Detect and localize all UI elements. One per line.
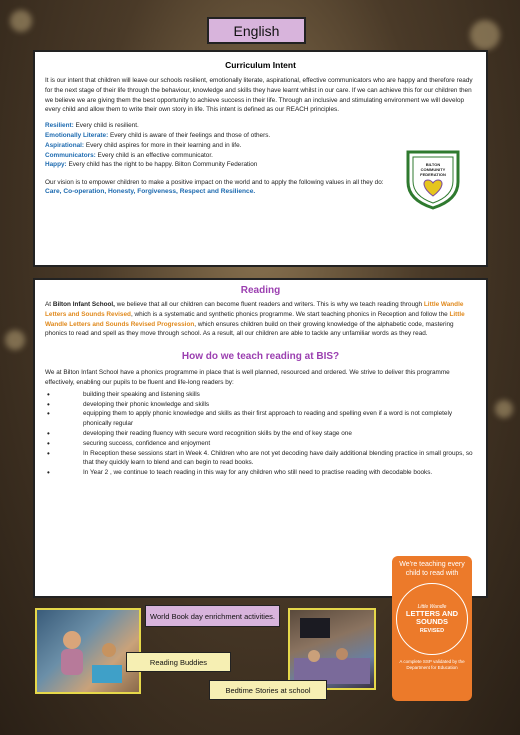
how-heading: How do we teach reading at BIS? [181, 351, 340, 363]
bilton-federation-logo-icon [404, 148, 462, 210]
text-span: , which is a systematic and synthetic phonics programme. We start teaching phonics in Reception and follow the [130, 310, 450, 318]
photo-placeholder-icon [290, 610, 374, 688]
text-span: , which ensures children build on their growing knowledge of the alphabetic code, mastering phonics to read and spell as they move through school. As a result, all our children are able to tackle any unfamiliar words as they read. [45, 320, 454, 338]
badge-circle [396, 583, 468, 655]
list-item: • securing success, confidence and enjoyment [45, 439, 476, 449]
reach-text: Every child has the right to be happy. Bilton Community Federation [66, 161, 258, 169]
reading-bullet-list [45, 390, 476, 478]
list-item: • equipping them to apply phonic knowledge and skills as their first approach to reading and spelling even if a word is not completely phonically regular [45, 409, 476, 429]
caption-world-book-day: World Book day enrichment activities. [145, 605, 280, 627]
curriculum-intent-panel [33, 50, 488, 267]
svg-text:COMMUNITY: COMMUNITY [420, 167, 446, 172]
caption-bedtime-stories: Bedtime Stories at school [209, 680, 327, 700]
photo-placeholder-icon [37, 610, 139, 692]
reach-key: Resilient: [45, 122, 74, 130]
caption-reading-buddies: Reading Buddies [126, 652, 231, 672]
svg-text:BILTON: BILTON [425, 162, 441, 167]
list-item: • building their speaking and listening skills [45, 390, 476, 400]
reading-buddies-photo [35, 608, 141, 694]
badge-revised-text: REVISED [419, 628, 445, 634]
bedtime-stories-photo [288, 608, 376, 690]
vision-statement: Our vision is to empower children to make a positive impact on the world and to apply the following values in all they do: [45, 179, 384, 187]
svg-text:FEDERATION: FEDERATION [420, 172, 446, 177]
bokeh-light [10, 10, 32, 32]
text-span: At [45, 301, 53, 308]
reach-item [45, 131, 476, 141]
text-span: we believe that all our children can become fluent readers and writers. This is why we teach reading through [114, 301, 424, 308]
programme-name: Little Wandle Letters and Sounds Revised [45, 301, 464, 318]
list-item: • developing their reading fluency with secure word recognition skills by the end of key stage one [45, 429, 476, 439]
reach-key: Emotionally Literate: [45, 131, 109, 139]
badge-small-text: Little Wandle [417, 604, 447, 610]
bokeh-light [495, 400, 513, 418]
reach-text: Every child is an effective communicator. [95, 151, 213, 159]
values-statement: Care, Co-operation, Honesty, Forgiveness, Respect and Resilience. [45, 187, 256, 195]
bokeh-light [5, 330, 25, 350]
reach-key: Communicators: [45, 151, 96, 159]
reading-panel [33, 278, 488, 598]
reach-text: Every child is resilient. [73, 122, 139, 130]
reach-text: Every child is aware of their feelings and those of others. [108, 131, 271, 139]
curriculum-intent-heading: Curriculum Intent [225, 60, 296, 70]
bokeh-light [470, 20, 500, 50]
page-title: English [207, 17, 306, 44]
how-intro: We at Bilton Infant School have a phonics programme in place that is well planned, resourced and ordered. We strive to deliver this programme effectively, enabling our pupils to be fluent and life-long readers by: [45, 369, 450, 386]
badge-main-text: LETTERS AND SOUNDS [405, 609, 459, 626]
reach-item [45, 121, 476, 131]
reach-key: Aspirational: [45, 141, 85, 149]
reading-paragraph [45, 300, 476, 339]
reach-text: Every child aspires for more in their learning and in life. [84, 141, 242, 149]
list-item: • In Reception these sessions start in Week 4. Children who are not yet decoding have daily additional blending practice in small groups, so that they quickly learn to blend and can begin to read books. [45, 449, 476, 469]
school-name: Bilton Infant School, [52, 301, 115, 308]
intent-paragraph: It is our intent that children will leave our schools resilient, emotionally literate, aspirational, effective communicators who are happy and therefore ready for the next stage of their life through the behaviour, knowledge and skills they have learnt whilst in our care. If we can achieve this for our children then we believe we are giving them the best opportunity to achieve success in their life. Through an inclusive and stimulating environment we will develop every child and allow them to write their own story in life. This intent is defined as our REACH principles. [45, 77, 473, 114]
badge-tagline: We're teaching every child to read with [399, 561, 465, 577]
reach-key: Happy: [45, 161, 67, 169]
list-item: • developing their phonic knowledge and skills [45, 400, 476, 410]
badge-footer-text: A complete SSP validated by the Department for Education [399, 659, 465, 670]
little-wandle-badge [392, 556, 472, 701]
progression-name: Little Wandle Letters and Sounds Revised Progression [45, 310, 465, 328]
reading-heading: Reading [240, 285, 281, 296]
list-item: • In Year 2 , we continue to teach reading in this way for any children who still need to practise reading with decodable books. [45, 468, 476, 478]
